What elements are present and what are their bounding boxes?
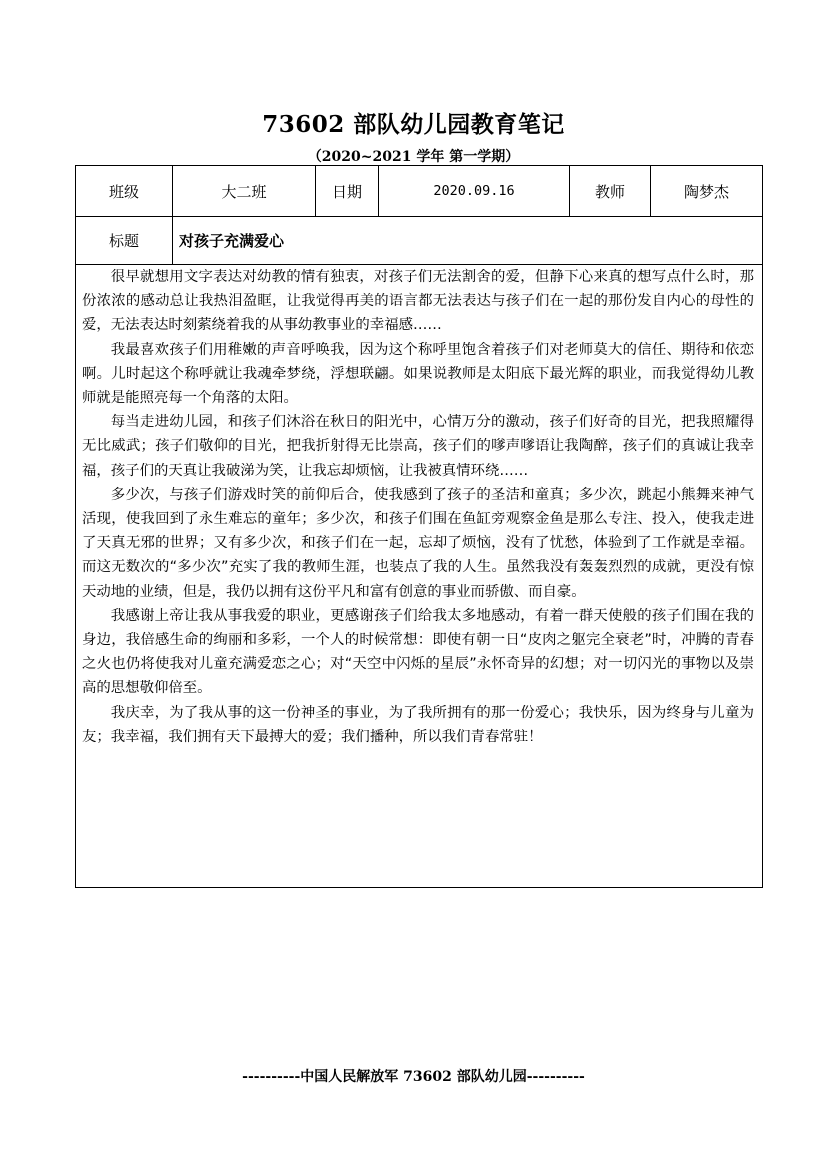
paragraph: 每当走进幼儿园，和孩子们沐浴在秋日的阳光中，心情万分的激动，孩子们好奇的目光，把我照耀得无比威武；孩子们敬仰的目光，把我折射得无比崇高，孩子们的嗲声嗲语让我陶醉，孩子们的真诚让我幸福，孩子们的天真让我破涕为笑，让我忘却烦恼，让我被真情环绕…… <box>82 414 754 479</box>
date-label: 日期 <box>331 182 362 201</box>
title-value: 对孩子充满爱心 <box>179 231 285 250</box>
title-row <box>76 216 762 265</box>
paragraph: 很早就想用文字表达对幼教的情有独衷，对孩子们无法割舍的爱，但静下心来真的想写点什么时，那份浓浓的感动总让我热泪盈眶，让我觉得再美的语言都无法表达与孩子们在一起的那份发自内心的母性的爱，无法表达时刻萦绕着我的从事幼教事业的幸福感…… <box>82 269 754 334</box>
class-label: 班级 <box>108 182 139 201</box>
title-label: 标题 <box>108 231 139 250</box>
record-table <box>75 165 763 888</box>
paragraph: 多少次，与孩子们游戏时笑的前仰后合，使我感到了孩子的圣洁和童真；多少次，跳起小熊舞来神气活现，使我回到了永生难忘的童年；多少次，和孩子们围在鱼缸旁观察金鱼是那么专注、投入，使我走进了天真无邪的世界；又有多少次，和孩子们在一起，忘却了烦恼，没有了忧愁，体验到了工作就是幸福。而这无数次的“多少次”充实了我的教师生涯，也装点了我的人生。虽然我没有轰轰烈烈的成就，更没有惊天动地的业绩，但是，我仍以拥有这份平凡和富有创意的事业而骄傲、而自豪。 <box>82 486 754 600</box>
paragraph: 我最喜欢孩子们用稚嫩的声音呼唤我，因为这个称呼里饱含着孩子们对老师莫大的信任、期待和依恋啊。儿时起这个称呼就让我魂牵梦绕，浮想联翩。如果说教师是太阳底下最光辉的职业，而我觉得幼儿教师就是能照亮每一个角落的太阳。 <box>82 341 754 407</box>
info-row <box>76 166 762 217</box>
paragraph: 我感谢上帝让我从事我爱的职业，更感谢孩子们给我太多地感动，有着一群天使般的孩子们围在我的身边，我倍感生命的绚丽和多彩，一个人的时候常想：即使有朝一日“皮肉之躯完全衰老”时，冲腾的青春之火也仍将使我对儿童充满爱恋之心；对“天空中闪烁的星辰”永怀奇异的幻想；对一切闪光的事物以及崇高的思想敬仰倍至。 <box>82 607 754 697</box>
page-footer: ----------中国人民解放军 73602 部队幼儿园---------- <box>242 1069 585 1085</box>
document-subtitle: （2020~2021 学年 第一学期） <box>307 149 520 165</box>
teacher-value: 陶梦杰 <box>683 182 729 201</box>
note-body <box>82 265 754 749</box>
teacher-label: 教师 <box>594 182 625 201</box>
paragraph: 我庆幸，为了我从事的这一份神圣的事业，为了我所拥有的那一份爱心；我快乐，因为终身与儿童为友；我幸福，我们拥有天下最搏大的爱；我们播种，所以我们青春常驻！ <box>82 704 754 745</box>
date-value: 2020.09.16 <box>433 183 515 199</box>
class-value: 大二班 <box>221 182 267 201</box>
document-title: 73602 部队幼儿园教育笔记 <box>262 111 565 138</box>
